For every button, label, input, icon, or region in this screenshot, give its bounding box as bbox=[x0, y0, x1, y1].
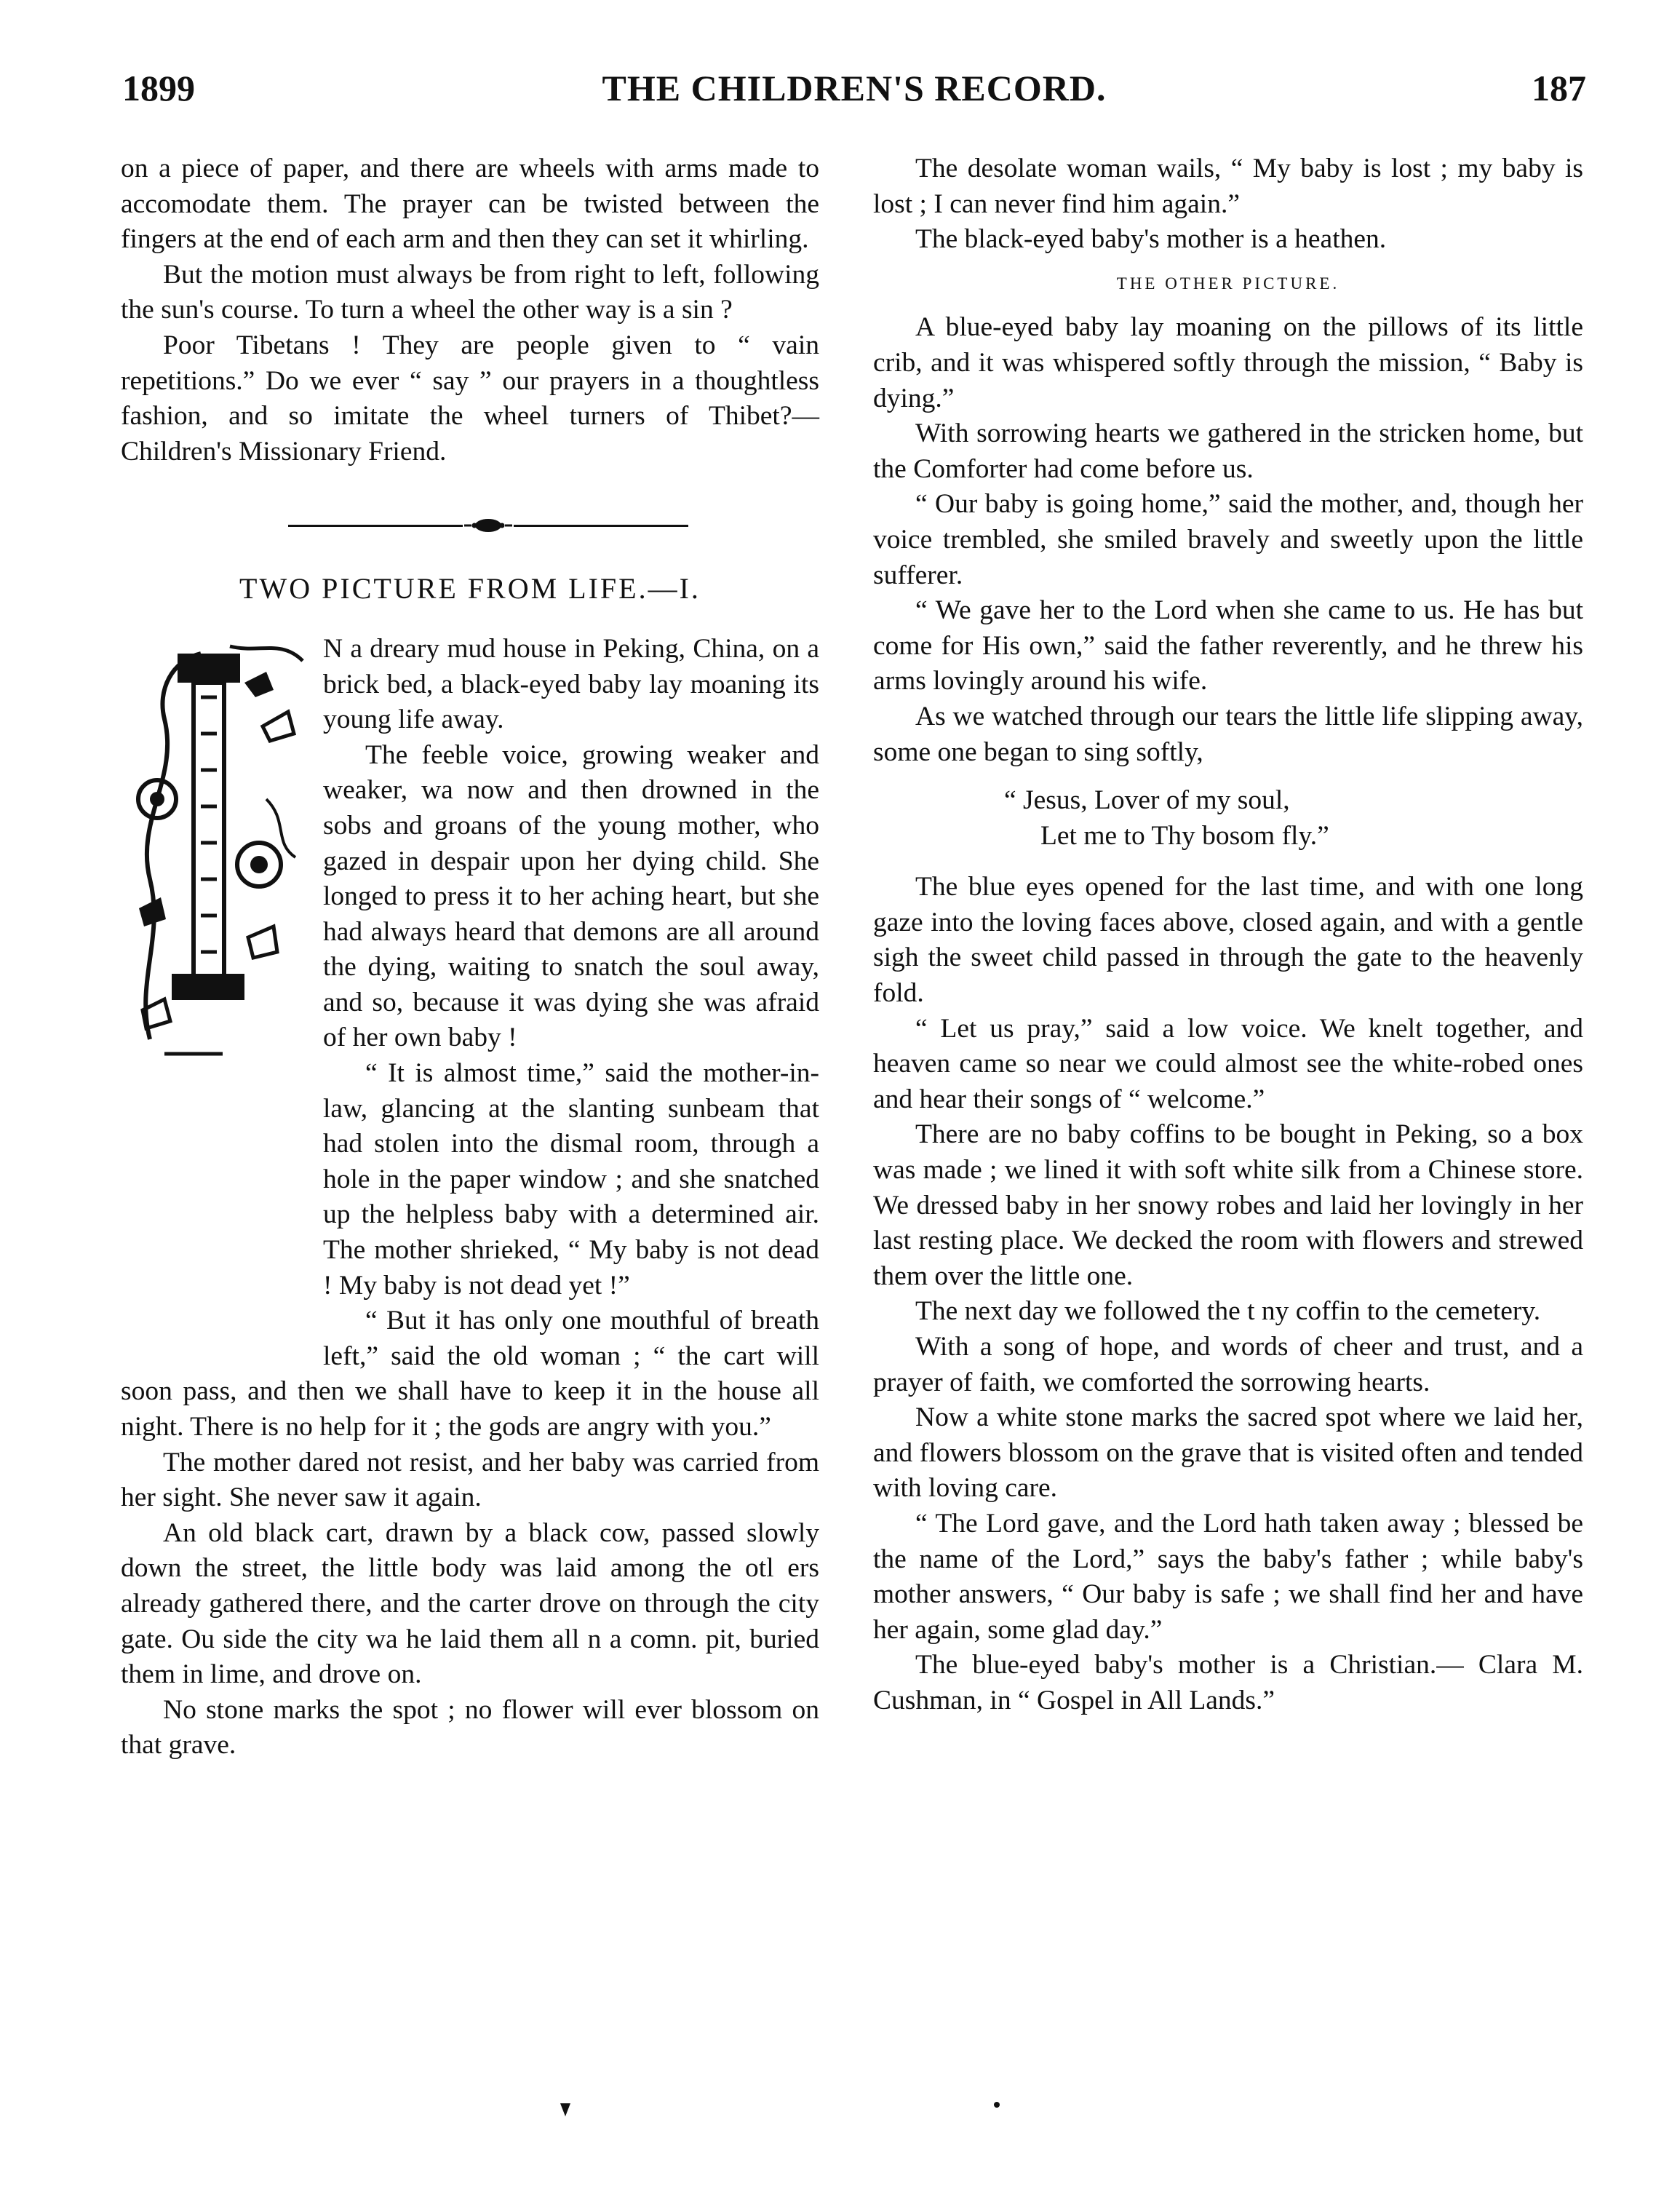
paragraph: An old black cart, drawn by a black cow, passed slowly down the street, the little body was laid among the otl ers already gathered there, and the carter drove on through the city gate. Ou side the city wa he laid them all n a comn. pit, buried them in lime, and drove on. bbox=[121, 1517, 819, 1690]
left-column bbox=[121, 151, 819, 1763]
paragraph: The next day we followed the t ny coffin to the cemetery. bbox=[915, 1296, 1541, 1327]
opening-paragraph: N a dreary mud house in Peking, China, on a brick bed, a black-eyed baby lay moaning its young life away. bbox=[323, 633, 819, 735]
paragraph: With sorrowing hearts we gathered in the stricken home, but the Comforter had come before us. bbox=[873, 418, 1583, 484]
ornamental-rule-icon bbox=[463, 516, 514, 535]
page-foot-marks bbox=[0, 2096, 1680, 2140]
paragraph: But the motion must always be from right to left, following the sun's course. To turn a wheel the other way is a sin ? bbox=[121, 259, 819, 325]
paragraph: The black-eyed baby's mother is a heathen. bbox=[915, 224, 1387, 255]
paragraph: “ It is almost time,” said the mother-in-law, glancing at the slanting sunbeam that had stolen into the dismal room, through a hole in the paper window ; and she snatched up the helpless baby with a determined air. The mother shrieked, “ My baby is not dead ! My baby is not dead yet !” bbox=[323, 1058, 819, 1301]
article-title: TWO PICTURE FROM LIFE.—I. bbox=[239, 572, 701, 606]
verse-line: Let me to Thy bosom fly.” bbox=[1040, 820, 1329, 851]
paragraph: Now a white stone marks the sacred spot where we laid her, and flowers blossom on the grave that is visited often and tended with loving care. bbox=[873, 1402, 1583, 1504]
paragraph: The blue-eyed baby's mother is a Christian.— Clara M. Cushman, in “ Gospel in All Lands.” bbox=[873, 1650, 1583, 1715]
paragraph: “ We gave her to the Lord when she came to us. He has but come for His own,” said the father reverently, and he threw his arms lovingly around his wife. bbox=[873, 595, 1583, 696]
paragraph: With a song of hope, and words of cheer and trust, and a prayer of faith, we comforted the sorrowing hearts. bbox=[873, 1332, 1583, 1397]
paragraph: on a piece of paper, and there are wheels with arms made to accomodate them. The prayer can be twisted between the fingers at the end of each arm and then they can set it whirling. bbox=[121, 154, 819, 255]
paragraph: A blue-eyed baby lay moaning on the pillows of its little crib, and it was whispered softly through the mission, “ Baby is dying.” bbox=[873, 312, 1583, 413]
decorated-initial-I-with-vines-icon bbox=[121, 632, 311, 1068]
paragraph: The blue eyes opened for the last time, and with one long gaze into the loving faces above, closed again, and with a gentle sigh the sweet child passed in through the gate to the heavenly fold. bbox=[873, 872, 1583, 1009]
paragraph: “ Let us pray,” said a low voice. We knelt together, and heaven came so near we could almost see the white-robed ones and hear their songs of “ welcome.” bbox=[873, 1013, 1583, 1114]
paragraph: The mother dared not resist, and her baby was carried from her sight. She never saw it again. bbox=[121, 1447, 819, 1513]
verse-line: “ Jesus, Lover of my soul, bbox=[1004, 785, 1290, 816]
page-number: 187 bbox=[1532, 68, 1586, 108]
paragraph: “ But it has only one mouthful of breath left,” said the old woman ; “ the cart will soon pass, and then we shall have to keep it in the house all night. There is no help for it ; the gods are angry with you.” bbox=[121, 1306, 819, 1442]
right-column bbox=[873, 151, 1583, 1719]
section-separator bbox=[121, 506, 819, 545]
paragraph: “ The Lord gave, and the Lord hath taken away ; blessed be the name of the Lord,” says the baby's father ; while baby's mother answers, “ Our baby is safe ; we shall find her and have her again, some glad day.” bbox=[873, 1508, 1583, 1645]
paragraph: There are no baby coffins to be bought in Peking, so a box was made ; we lined it with soft white silk from a Chinese store. We dressed baby in her snowy robes and laid her lovingly in her last resting place. We decked the room with flowers and strewed them over the little one. bbox=[873, 1119, 1583, 1291]
running-head bbox=[122, 67, 1586, 125]
drop-cap bbox=[121, 632, 311, 1360]
paragraph: “ Our baby is going home,” said the mother, and, though her voice trembled, she smiled bravely and sweetly upon the little sufferer. bbox=[873, 489, 1583, 590]
paragraph: As we watched through our tears the little life slipping away, some one began to sing softly, bbox=[873, 701, 1583, 767]
paragraph: The feeble voice, growing weaker and weaker, wa now and then drowned in the sobs and groans of the young mother, who gazed in despair upon her dying child. She longed to press it to her aching heart, but she had always heard that demons are all around the dying, waiting to snatch the soul away, and so, because it was dying she was afraid of her own baby ! bbox=[323, 739, 819, 1053]
paragraph: The desolate woman wails, “ My baby is lost ; my baby is lost ; I can never find him again.” bbox=[873, 154, 1583, 219]
year-label: 1899 bbox=[122, 68, 195, 108]
hymn-verse bbox=[873, 783, 1583, 854]
paragraph: Poor Tibetans ! They are people given to “ vain repetitions.” Do we ever “ say ” our prayers in a thoughtless fashion, and so imitate the wheel turners of Thibet?—Children's Missionary Friend. bbox=[121, 330, 819, 467]
paragraph: No stone marks the spot ; no flower will ever blossom on that grave. bbox=[121, 1694, 819, 1761]
periodical-title: THE CHILDREN'S RECORD. bbox=[602, 68, 1107, 108]
section-heading: THE OTHER PICTURE. bbox=[1116, 274, 1340, 293]
